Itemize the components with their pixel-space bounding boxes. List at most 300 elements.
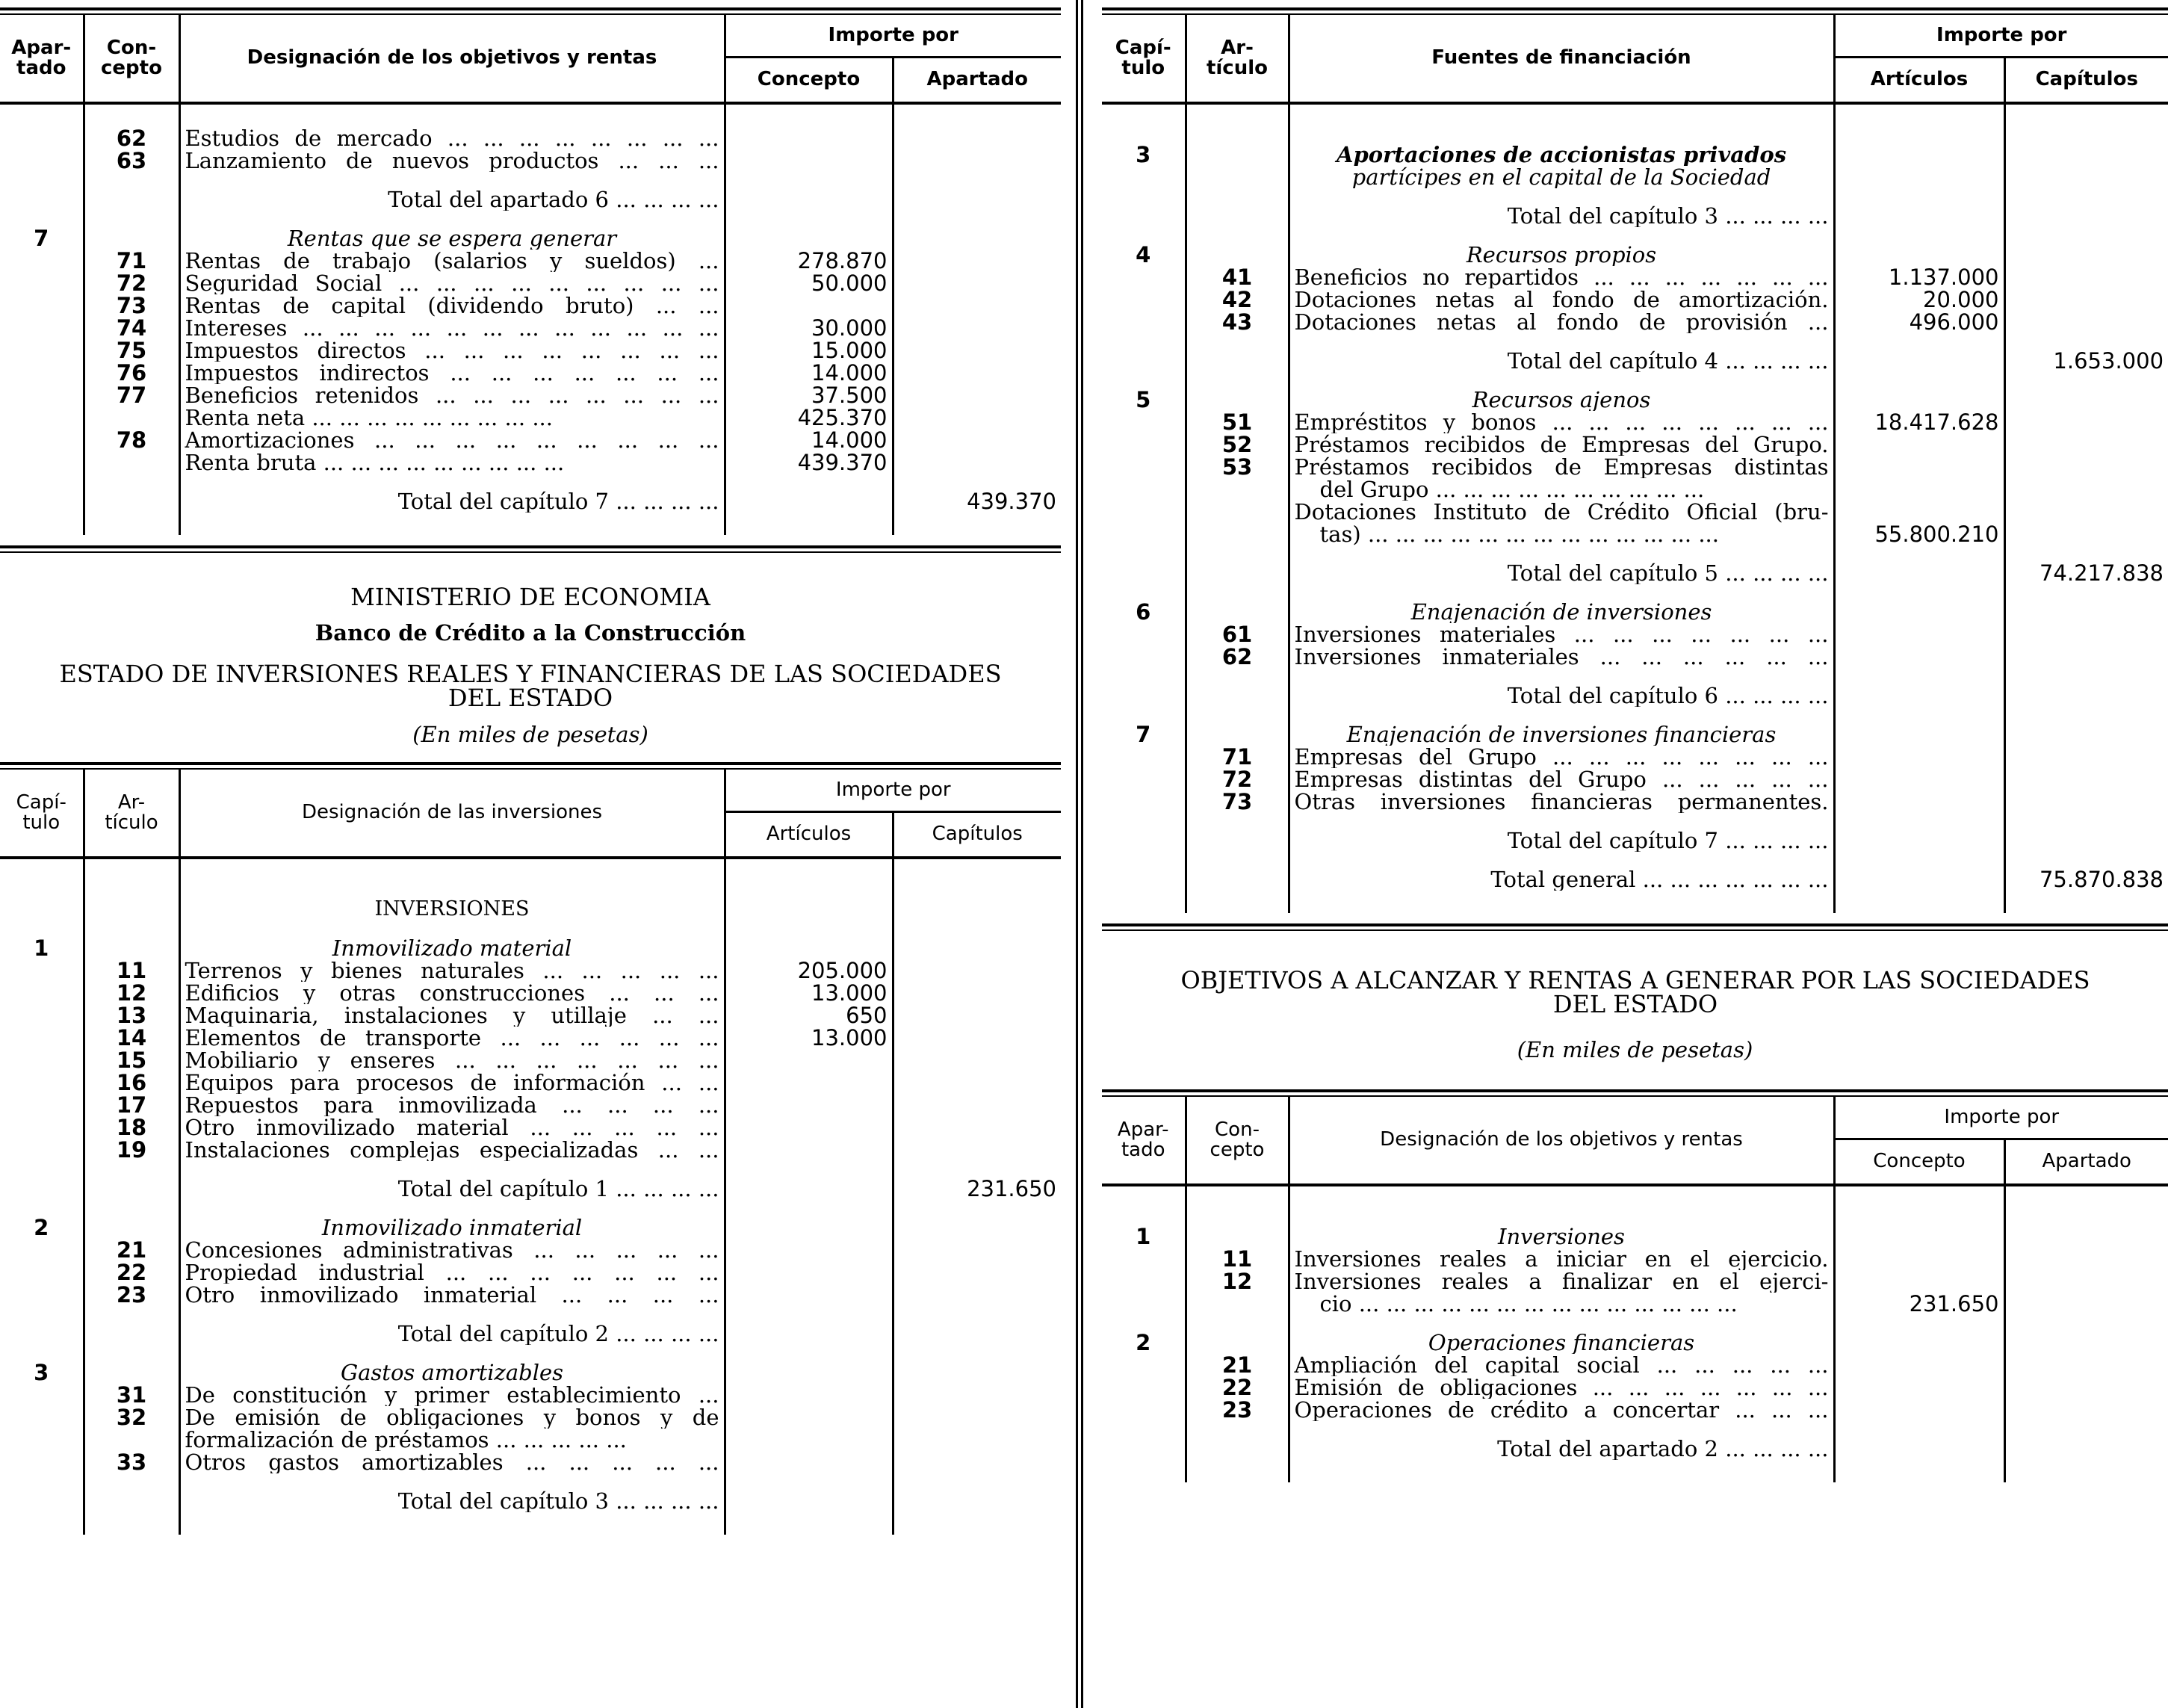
value-column-2 <box>2004 1399 2168 1421</box>
table-row <box>0 490 1061 513</box>
table-row <box>1102 350 2168 372</box>
spacer-cell <box>893 103 1061 127</box>
article-code: 78 <box>84 429 179 451</box>
table-row <box>1102 1293 2168 1315</box>
spacer-cell <box>1102 891 1186 913</box>
table-row <box>1102 523 2168 545</box>
spacer-cell <box>725 211 893 227</box>
chapter-code <box>0 1490 84 1512</box>
spacer-cell <box>1102 852 1186 868</box>
bank-title: Banco de Crédito a la Construcción <box>315 620 746 646</box>
value-column-1 <box>725 1429 893 1451</box>
value-column-1: 14.000 <box>725 429 893 451</box>
chapter-code <box>0 1004 84 1027</box>
value-column-1 <box>1834 768 2004 790</box>
objectives-table-right <box>1102 1097 2168 1482</box>
spacer-cell <box>84 1200 179 1216</box>
table-row <box>1102 1354 2168 1376</box>
spacer-cell <box>1186 813 1289 829</box>
article-code: 75 <box>84 339 179 362</box>
header-importe-por: Importe por <box>725 770 1061 811</box>
designation: Ampliación del capital social ... ... ... ... ... <box>1289 1354 1834 1376</box>
article-code: 52 <box>1186 433 1289 456</box>
designation: Beneficios retenidos ... ... ... ... ... ... ... ... <box>179 384 725 406</box>
chapter-code <box>1102 433 1186 456</box>
spacer-cell <box>1834 1421 2004 1438</box>
table-row <box>0 982 1061 1004</box>
spacer-cell <box>1834 813 2004 829</box>
value-column-2 <box>2004 723 2168 746</box>
table-row <box>1102 829 2168 852</box>
table-row <box>1102 166 2168 188</box>
spacer-cell <box>1186 545 1289 562</box>
value-column-1 <box>1834 723 2004 746</box>
chapter-code <box>0 362 84 384</box>
investments-table <box>0 770 1061 1535</box>
value-column-2 <box>893 149 1061 172</box>
value-column-2 <box>893 1004 1061 1027</box>
section-double-rule <box>1102 1089 2168 1097</box>
spacer-cell <box>893 172 1061 188</box>
spacer-cell <box>1289 227 1834 244</box>
spacer-cell <box>1834 127 2004 143</box>
value-column-1 <box>1834 623 2004 646</box>
spacer-cell <box>84 172 179 188</box>
chapter-code <box>0 1178 84 1200</box>
value-column-2 <box>2004 411 2168 433</box>
value-column-2 <box>893 1384 1061 1406</box>
table-row <box>0 1490 1061 1512</box>
value-column-1 <box>1834 562 2004 584</box>
spacer-cell <box>1834 1315 2004 1331</box>
value-column-2 <box>2004 205 2168 227</box>
table-row <box>1102 746 2168 768</box>
table-row <box>1102 1376 2168 1399</box>
spacer-cell <box>84 513 179 535</box>
value-column-1 <box>725 898 893 920</box>
table-row <box>1102 1225 2168 1248</box>
value-column-1 <box>1834 1248 2004 1270</box>
value-column-1 <box>1834 601 2004 623</box>
right-column <box>1102 7 2168 1482</box>
spacer-cell <box>725 1200 893 1216</box>
designation: Terrenos y bienes naturales ... ... ... ... ... <box>179 959 725 982</box>
chapter-code <box>1102 1270 1186 1293</box>
value-column-2 <box>893 898 1061 920</box>
value-column-1: 55.800.210 <box>1834 523 2004 545</box>
total-label: Total del capítulo 2 ... ... ... ... <box>179 1322 725 1345</box>
designation: Renta neta ... ... ... ... ... ... ... ... ... <box>179 406 725 429</box>
section-double-rule <box>0 762 1061 770</box>
designation: Otras inversiones financieras permanentes. <box>1289 790 1834 813</box>
value-column-2 <box>893 1139 1061 1161</box>
value-column-2 <box>2004 523 2168 545</box>
spacer-cell <box>1186 584 1289 601</box>
table-row <box>1102 684 2168 707</box>
chapter-code <box>0 1429 84 1451</box>
value-column-1 <box>1834 244 2004 266</box>
table-row <box>1102 288 2168 311</box>
designation: Instalaciones complejas especializadas ... ... <box>179 1139 725 1161</box>
value-column-1 <box>1834 829 2004 852</box>
table-row <box>0 1027 1061 1049</box>
value-column-2: 439.370 <box>967 489 1057 514</box>
value-column-1 <box>1834 1354 2004 1376</box>
chapter-code <box>0 1239 84 1261</box>
spacer-cell <box>1186 103 1289 127</box>
value-column-1 <box>1834 389 2004 411</box>
header-designacion: Designación de los objetivos y rentas <box>1289 1097 1834 1185</box>
total-label: Total del capítulo 3 ... ... ... ... <box>1289 205 1834 227</box>
spacer-cell <box>2004 188 2168 205</box>
article-code <box>84 1490 179 1512</box>
value-column-2 <box>893 272 1061 294</box>
article-code: 63 <box>84 149 179 172</box>
spacer-cell <box>179 1200 725 1216</box>
table-row <box>0 1361 1061 1384</box>
designation: Intereses ... ... ... ... ... ... ... ... ... ... ... ... <box>179 317 725 339</box>
total-label: Total del capítulo 7 ... ... ... ... <box>1289 829 1834 852</box>
value-column-2: 74.217.838 <box>2039 560 2164 586</box>
chapter-code <box>0 188 84 211</box>
spacer-cell <box>1186 372 1289 389</box>
value-column-1: 15.000 <box>725 339 893 362</box>
article-code <box>84 937 179 959</box>
article-code: 17 <box>84 1094 179 1116</box>
table-row <box>0 1284 1061 1306</box>
value-column-1 <box>1834 646 2004 668</box>
spacer-cell <box>1102 1185 1186 1209</box>
table-row <box>1102 768 2168 790</box>
chapter-code <box>0 1451 84 1473</box>
chapter-code <box>1102 790 1186 813</box>
value-column-2 <box>2004 623 2168 646</box>
spacer-cell <box>1186 707 1289 723</box>
value-column-2 <box>2004 1225 2168 1248</box>
spacer-cell <box>1289 545 1834 562</box>
value-column-2 <box>893 959 1061 982</box>
designation: Equipos para procesos de información ... ... <box>179 1071 725 1094</box>
spacer-cell <box>84 920 179 937</box>
value-column-1: 1.137.000 <box>1834 266 2004 288</box>
spacer-cell <box>1834 584 2004 601</box>
designation: Maquinaria, instalaciones y utillaje ... ... <box>179 1004 725 1027</box>
designation: Dotaciones Instituto de Crédito Oficial (bru- <box>1289 501 1834 523</box>
chapter-code <box>0 294 84 317</box>
article-code: 18 <box>84 1116 179 1139</box>
value-column-1 <box>1834 478 2004 501</box>
value-column-1: 37.500 <box>725 384 893 406</box>
chapter-code <box>1102 478 1186 501</box>
header-articulo: Ar- tículo <box>84 770 179 858</box>
value-column-2 <box>2004 501 2168 523</box>
total-label: Total del apartado 6 ... ... ... ... <box>179 188 725 211</box>
spacer-cell <box>179 103 725 127</box>
spacer-cell <box>1102 127 1186 143</box>
spacer-cell <box>0 513 84 535</box>
spacer-cell <box>2004 852 2168 868</box>
table-row <box>0 294 1061 317</box>
chapter-code <box>0 127 84 149</box>
spacer-cell <box>84 1345 179 1361</box>
table-row <box>1102 646 2168 668</box>
value-column-1 <box>725 127 893 149</box>
article-code <box>1186 562 1289 584</box>
table-row <box>1102 478 2168 501</box>
designation: Operaciones financieras <box>1289 1331 1834 1354</box>
spacer-cell <box>1289 333 1834 350</box>
spacer-cell <box>84 211 179 227</box>
article-code: 73 <box>84 294 179 317</box>
designation: Impuestos directos ... ... ... ... ... ... ... ... <box>179 339 725 362</box>
chapter-code <box>1102 1248 1186 1270</box>
designation: Otro inmovilizado material ... ... ... ... ... <box>179 1116 725 1139</box>
spacer-cell <box>1834 891 2004 913</box>
article-code <box>1186 205 1289 227</box>
spacer-cell <box>1186 891 1289 913</box>
spacer-cell <box>0 882 84 898</box>
spacer-cell <box>1834 545 2004 562</box>
spacer-cell <box>1289 1421 1834 1438</box>
left-column <box>0 7 1061 1535</box>
spacer-cell <box>84 882 179 898</box>
section-double-rule <box>0 545 1061 553</box>
article-code <box>1186 601 1289 623</box>
designation: formalización de préstamos ... ... ... ... ... <box>179 1429 725 1451</box>
spacer-cell <box>2004 372 2168 389</box>
value-column-1 <box>1834 143 2004 166</box>
designation: Seguridad Social ... ... ... ... ... ... ... ... ... <box>179 272 725 294</box>
value-column-1 <box>725 188 893 211</box>
value-column-2 <box>2004 1438 2168 1460</box>
chapter-code <box>0 149 84 172</box>
designation: partícipes en el capital de la Sociedad <box>1289 166 1834 188</box>
article-code: 11 <box>84 959 179 982</box>
value-column-2 <box>893 188 1061 211</box>
chapter-code <box>1102 501 1186 523</box>
objectives-statement-title: OBJETIVOS A ALCANZAR Y RENTAS A GENERAR POR LAS SOCIEDADES DEL ESTADO <box>1180 966 2090 1018</box>
article-code <box>84 406 179 429</box>
article-code <box>1186 478 1289 501</box>
article-code <box>84 898 179 920</box>
value-column-2 <box>893 1049 1061 1071</box>
value-column-2 <box>2004 684 2168 707</box>
table-row <box>0 317 1061 339</box>
spacer-cell <box>2004 545 2168 562</box>
spacer-cell <box>2004 333 2168 350</box>
spacer-cell <box>1102 333 1186 350</box>
spacer-cell <box>1186 333 1289 350</box>
objectives-table-left <box>0 15 1061 535</box>
chapter-code <box>0 1071 84 1094</box>
chapter-code: 7 <box>0 227 84 250</box>
spacer-cell <box>893 858 1061 882</box>
spacer-cell <box>893 882 1061 898</box>
spacer-cell <box>2004 891 2168 913</box>
table-row <box>0 149 1061 172</box>
value-column-1: 13.000 <box>725 1027 893 1049</box>
value-column-1 <box>725 1361 893 1384</box>
spacer-cell <box>1834 668 2004 684</box>
chapter-code <box>1102 1293 1186 1315</box>
designation: Inversiones materiales ... ... ... ... ... ... ... <box>1289 623 1834 646</box>
value-column-1 <box>1834 684 2004 707</box>
table-row <box>0 1322 1061 1345</box>
chapter-code <box>0 1261 84 1284</box>
spacer-cell <box>1102 584 1186 601</box>
table-row <box>0 339 1061 362</box>
total-label: Total del capítulo 6 ... ... ... ... <box>1289 684 1834 707</box>
article-code <box>1186 244 1289 266</box>
spacer-cell <box>1186 1209 1289 1225</box>
table-row <box>0 959 1061 982</box>
value-column-1 <box>1834 1225 2004 1248</box>
chapter-code: 2 <box>1102 1331 1186 1354</box>
article-code: 77 <box>84 384 179 406</box>
chapter-code: 1 <box>1102 1225 1186 1248</box>
table-row <box>1102 1270 2168 1293</box>
table-row <box>0 1406 1061 1429</box>
spacer-cell <box>1834 227 2004 244</box>
designation: Dotaciones netas al fondo de provisión ... <box>1289 311 1834 333</box>
spacer-cell <box>725 1306 893 1322</box>
designation: Amortizaciones ... ... ... ... ... ... ... ... ... <box>179 429 725 451</box>
value-column-1 <box>1834 501 2004 523</box>
table-row <box>1102 601 2168 623</box>
chapter-code <box>1102 411 1186 433</box>
chapter-code: 5 <box>1102 389 1186 411</box>
value-column-2 <box>2004 456 2168 478</box>
table-row <box>0 1094 1061 1116</box>
value-column-1 <box>725 1261 893 1284</box>
value-column-1 <box>725 1490 893 1512</box>
chapter-code <box>1102 1376 1186 1399</box>
total-label: Total general ... ... ... ... ... ... ... <box>1289 868 1834 891</box>
spacer-cell <box>725 1473 893 1490</box>
value-column-1 <box>725 1451 893 1473</box>
spacer-cell <box>1289 1460 1834 1482</box>
designation: Empresas distintas del Grupo ... ... ... ... ... <box>1289 768 1834 790</box>
value-column-2 <box>893 362 1061 384</box>
value-column-1 <box>725 1178 893 1200</box>
chapter-code <box>1102 1354 1186 1376</box>
value-column-2 <box>893 1429 1061 1451</box>
spacer-cell <box>2004 813 2168 829</box>
designation: De constitución y primer establecimiento ... <box>179 1384 725 1406</box>
spacer-cell <box>0 474 84 490</box>
designation: cio ... ... ... ... ... ... ... ... ... ... ... ... ... ... <box>1289 1293 1834 1315</box>
table-row <box>0 1451 1061 1473</box>
table-row <box>0 1261 1061 1284</box>
designation: Inversiones reales a finalizar en el ejerci- <box>1289 1270 1834 1293</box>
article-code <box>1186 523 1289 545</box>
article-code: 76 <box>84 362 179 384</box>
section-double-rule <box>1102 923 2168 931</box>
spacer-cell <box>1102 1209 1186 1225</box>
article-code: 42 <box>1186 288 1289 311</box>
chapter-code <box>0 490 84 513</box>
article-code <box>84 1322 179 1345</box>
spacer-cell <box>179 513 725 535</box>
table-row <box>1102 143 2168 166</box>
chapter-code: 2 <box>0 1216 84 1239</box>
spacer-cell <box>893 513 1061 535</box>
value-column-2 <box>893 429 1061 451</box>
value-column-2 <box>893 1116 1061 1139</box>
article-code <box>84 227 179 250</box>
value-column-2 <box>893 1284 1061 1306</box>
total-label: Total del capítulo 3 ... ... ... ... <box>179 1490 725 1512</box>
value-column-1 <box>725 1284 893 1306</box>
spacer-cell <box>2004 707 2168 723</box>
table-row <box>0 429 1061 451</box>
designation: Recursos propios <box>1289 244 1834 266</box>
header-col-concepto: Concepto <box>725 57 893 103</box>
article-code: 72 <box>84 272 179 294</box>
value-column-2 <box>893 294 1061 317</box>
table-row <box>1102 1438 2168 1460</box>
value-column-1 <box>725 490 893 513</box>
spacer-cell <box>893 211 1061 227</box>
article-code: 14 <box>84 1027 179 1049</box>
article-code: 62 <box>84 127 179 149</box>
chapter-code <box>0 1027 84 1049</box>
spacer-cell <box>0 1161 84 1178</box>
header-concepto: Con- cepto <box>84 15 179 103</box>
spacer-cell <box>1834 1185 2004 1209</box>
chapter-code <box>1102 684 1186 707</box>
value-column-1: 13.000 <box>725 982 893 1004</box>
article-code <box>1186 1293 1289 1315</box>
header-col-capitulos: Capítulos <box>2004 57 2168 103</box>
designation: Elementos de transporte ... ... ... ... ... ... <box>179 1027 725 1049</box>
header-col-apartado: Apartado <box>2004 1139 2168 1185</box>
spacer-cell <box>893 1200 1061 1216</box>
statement-title: ESTADO DE INVERSIONES REALES Y FINANCIERAS DE LAS SOCIEDADES DEL ESTADO <box>59 660 1002 712</box>
spacer-cell <box>1186 1460 1289 1482</box>
value-column-1 <box>725 1116 893 1139</box>
table-row <box>1102 266 2168 288</box>
spacer-cell <box>179 882 725 898</box>
chapter-code <box>0 1406 84 1429</box>
header-col-apartado: Apartado <box>893 57 1061 103</box>
chapter-code <box>0 1116 84 1139</box>
value-column-2 <box>893 982 1061 1004</box>
spacer-cell <box>2004 1315 2168 1331</box>
chapter-code <box>0 1384 84 1406</box>
spacer-cell <box>1289 127 1834 143</box>
value-column-2 <box>2004 1293 2168 1315</box>
table-row <box>0 406 1061 429</box>
value-column-2 <box>2004 433 2168 456</box>
spacer-cell <box>893 1473 1061 1490</box>
designation: Rentas que se espera generar <box>179 227 725 250</box>
spacer-cell <box>179 1345 725 1361</box>
table-row <box>1102 411 2168 433</box>
chapter-code <box>1102 311 1186 333</box>
designation: Lanzamiento de nuevos productos ... ... ... <box>179 149 725 172</box>
article-code <box>1186 501 1289 523</box>
spacer-cell <box>179 474 725 490</box>
value-column-1 <box>725 149 893 172</box>
spacer-cell <box>84 103 179 127</box>
spacer-cell <box>179 1161 725 1178</box>
value-column-2 <box>2004 746 2168 768</box>
chapter-code <box>1102 350 1186 372</box>
spacer-cell <box>1834 1209 2004 1225</box>
article-code: 71 <box>1186 746 1289 768</box>
chapter-code <box>1102 523 1186 545</box>
